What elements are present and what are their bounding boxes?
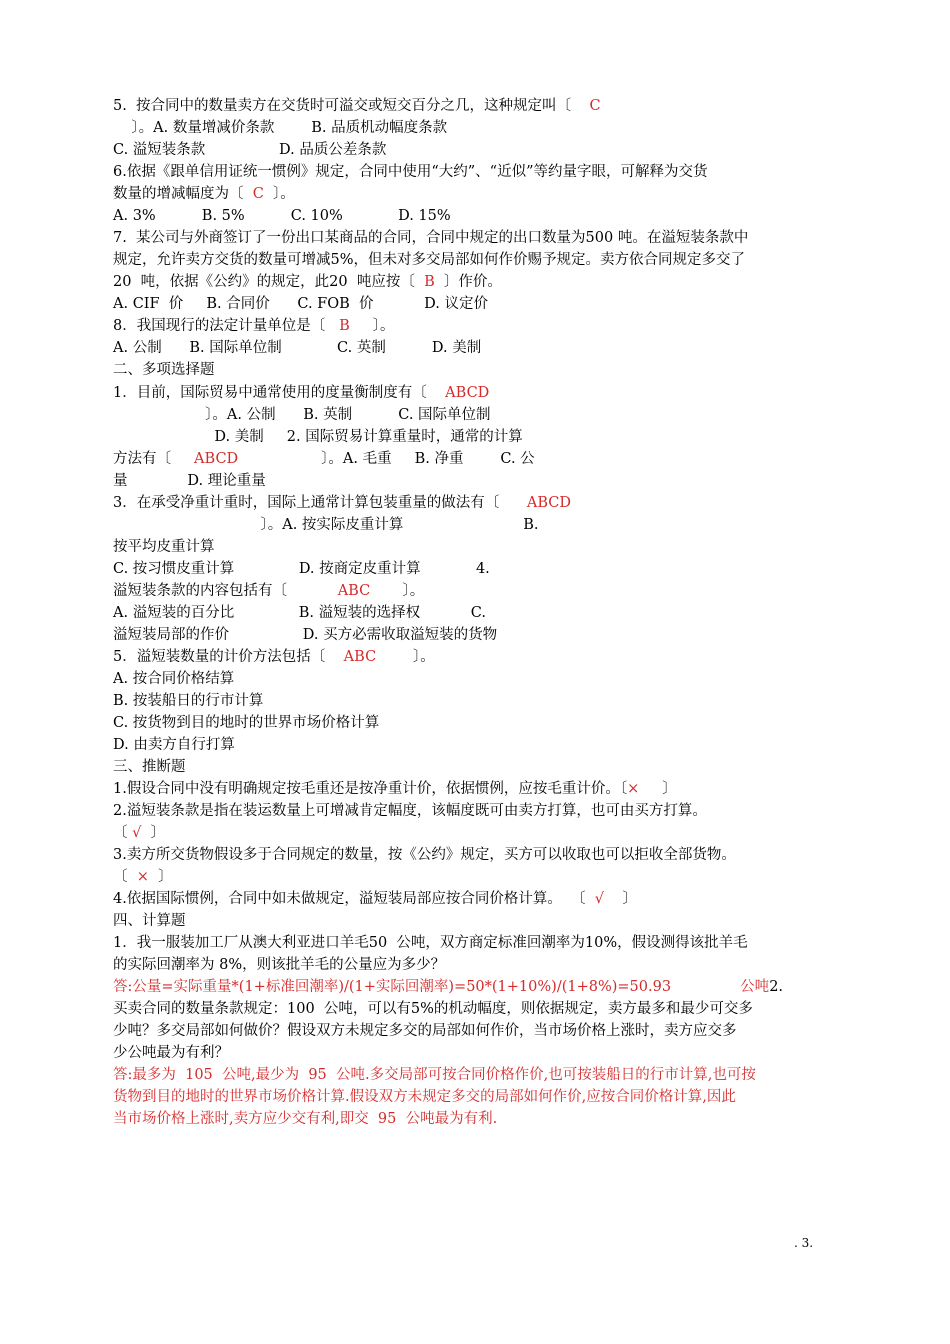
text-line: [113, 184, 295, 204]
question-text: C. 按习惯皮重计算 D. 按商定皮重计算 4.: [113, 561, 490, 577]
question-text: 〕。A. 数量增减价条款 B. 品质机动幅度条款: [113, 120, 448, 136]
question-text: 〕。: [263, 186, 295, 202]
question-text: 〔: [113, 869, 137, 885]
question-text: 5．溢短装数量的计价方法包括〔: [113, 649, 344, 665]
answer-text: B: [339, 318, 350, 334]
question-text: B. 按装船日的行市计算: [113, 693, 264, 709]
answer-text: ABC: [337, 583, 371, 599]
question-text: 〕。A. 公制 B. 英制 C. 国际单位制: [113, 407, 491, 423]
question-text: 2.溢短装条款是指在装运数量上可增减肯定幅度，该幅度既可由卖方打算，也可由买方打算。: [113, 803, 707, 819]
text-line: [113, 779, 677, 799]
text-line: [113, 1109, 497, 1129]
answer-text: 答:公量=实际重量*(1+标准回潮率)/(1+实际回潮率)=50*(1+10%)/(1+8%)=50.93 公吨: [113, 979, 770, 995]
answer-text: 答:最多为 105 公吨,最少为 95 公吨.多交局部可按合同价格作价,也可按装船日的行市计算,也可按: [113, 1067, 756, 1083]
text-line: [113, 977, 783, 997]
question-text: A. CIF 价 B. 合同价 C. FOB 价 D. 议定价: [113, 296, 489, 312]
question-text: 〕: [604, 891, 637, 907]
question-text: 数量的增减幅度为〔: [113, 186, 253, 202]
question-text: 〕作价。: [434, 274, 502, 290]
question-text: 〔: [113, 825, 133, 841]
question-text: D. 由卖方自行打算: [113, 737, 235, 753]
question-text: 〕。: [370, 583, 425, 599]
text-line: [113, 757, 186, 777]
text-line: [113, 493, 571, 513]
text-line: [113, 801, 707, 821]
question-text: 少公吨最为有利？: [113, 1045, 229, 1061]
answer-text: ×: [627, 781, 640, 797]
question-text: 3.卖方所交货物假设多于合同规定的数量，按《公约》规定，买方可以收取也可以拒收全部货物。: [113, 847, 736, 863]
question-text: 规定，允许卖方交货的数量可增减5%，但未对多交局部如何作价赐予规定。卖方依合同规定多交了: [113, 252, 745, 268]
question-text: 四、计算题: [113, 913, 186, 929]
question-text: 6.依据《跟单信用证统一惯例》规定，合同中使用“大约”、“近似”等约量字眼，可解释为交货: [113, 164, 708, 180]
question-text: 〕。A. 毛重 B. 净重 C. 公: [238, 451, 535, 467]
text-line: [113, 140, 386, 160]
text-line: [113, 1087, 736, 1107]
question-text: 〕: [639, 781, 677, 797]
text-line: [113, 118, 447, 138]
question-text: 8．我国现行的法定计量单位是〔: [113, 318, 340, 334]
text-line: [113, 272, 502, 292]
question-text: A. 溢短装的百分比 B. 溢短装的选择权 C.: [113, 605, 486, 621]
text-line: [113, 867, 173, 887]
question-text: 溢短装条款的内容包括有〔: [113, 583, 338, 599]
question-text: 5. 按合同中的数量卖方在交货时可溢交或短交百分之几，这种规定叫〔: [113, 98, 590, 114]
question-text: A. 按合同价格结算: [113, 671, 235, 687]
text-line: [113, 603, 486, 623]
question-text: A. 公制 B. 国际单位制 C. 英制 D. 美制: [113, 340, 482, 356]
text-line: [113, 316, 395, 336]
text-line: [113, 691, 263, 711]
text-line: [113, 735, 235, 755]
question-text: 1．目前，国际贸易中通常使用的度量衡制度有〔: [113, 385, 446, 401]
answer-text: √: [594, 891, 605, 907]
question-text: 〕。: [349, 318, 395, 334]
answer-text: ABCD: [526, 495, 572, 511]
text-line: [113, 250, 745, 270]
text-line: [113, 955, 445, 975]
text-line: [113, 162, 707, 182]
answer-text: √: [132, 825, 142, 841]
text-line: [113, 581, 424, 601]
answer-text: B: [424, 274, 435, 290]
text-line: [113, 669, 234, 689]
text-line: [113, 911, 186, 931]
text-line: [113, 427, 523, 447]
text-line: [113, 889, 637, 909]
question-text: 溢短装局部的作价 D. 买方必需收取溢短装的货物: [113, 627, 498, 643]
answer-text: 当市场价格上涨时,卖方应少交有利,即交 95 公吨最为有利.: [113, 1111, 498, 1127]
question-text: C. 按货物到目的地时的世界市场价格计算: [113, 715, 380, 731]
question-text: 〕。A. 按实际皮重计算 B.: [113, 517, 539, 533]
text-line: [113, 1043, 229, 1063]
answer-text: ×: [136, 869, 149, 885]
question-text: D. 美制 2. 国际贸易计算重量时，通常的计算: [113, 429, 523, 445]
text-line: [113, 713, 379, 733]
answer-text: ABCD: [445, 385, 490, 401]
answer-text: C: [589, 98, 601, 114]
text-line: [113, 360, 215, 380]
text-line: [113, 933, 748, 953]
question-text: 按平均皮重计算: [113, 539, 215, 555]
text-line: [113, 405, 491, 425]
question-text: 3．在承受净重计重时，国际上通常计算包装重量的做法有〔: [113, 495, 527, 511]
page-number: . 3.: [794, 1236, 814, 1250]
question-text: 1.假设合同中没有明确规定按毛重还是按净重计价，依据惯例，应按毛重计价。〔: [113, 781, 628, 797]
question-text: 〕: [148, 869, 173, 885]
text-line: [113, 647, 435, 667]
text-line: [113, 537, 215, 557]
question-text: 7. 某公司与外商签订了一份出口某商品的合同，合同中规定的出口数量为500 吨。在溢短装条款中: [113, 230, 749, 246]
answer-text: ABCD: [194, 451, 239, 467]
text-line: [113, 999, 753, 1019]
text-line: [113, 559, 490, 579]
question-text: 20 吨，依据《公约》的规定，此20 吨应按〔: [113, 274, 425, 290]
question-text: 的实际回潮率为 8%，则该批羊毛的公量应为多少？: [113, 957, 446, 973]
question-text: 二、多项选择题: [113, 362, 215, 378]
text-line: [113, 515, 539, 535]
text-line: [113, 96, 601, 116]
question-text: A. 3% B. 5% C. 10% D. 15%: [113, 208, 451, 224]
question-text: 1．我一服装加工厂从澳大利亚进口羊毛50 公吨，双方商定标准回潮率为10%，假设测得该批羊毛: [113, 935, 748, 951]
question-text: 4.依据国际惯例，合同中如未做规定，溢短装局部应按合同价格计算。 〔: [113, 891, 595, 907]
answer-text: ABC: [343, 649, 377, 665]
text-line: [113, 228, 748, 248]
text-line: [113, 1065, 756, 1085]
question-text: 三、推断题: [113, 759, 186, 775]
text-line: [113, 625, 497, 645]
question-text: 买卖合同的数量条款规定：100 公吨，可以有5%的机动幅度，则依据规定，卖方最多和最少可交多: [113, 1001, 753, 1017]
text-line: [113, 845, 736, 865]
question-text: 方法有〔: [113, 451, 195, 467]
question-text: 量 D. 理论重量: [113, 473, 266, 489]
question-text: 少吨？多交局部如何做价？假设双方未规定多交的局部如何作价，当市场价格上涨时，卖方应交多: [113, 1023, 737, 1039]
text-line: [113, 471, 266, 491]
text-line: [113, 383, 489, 403]
question-text: C. 溢短装条款 D. 品质公差条款: [113, 142, 387, 158]
text-line: [113, 206, 451, 226]
text-line: [113, 823, 165, 843]
text-line: [113, 338, 481, 358]
question-text: 〕。: [376, 649, 435, 665]
question-text: 〕: [141, 825, 166, 841]
question-text: 2.: [769, 979, 784, 995]
answer-text: 货物到目的地时的世界市场价格计算.假设双方未规定多交的局部如何作价,应按合同价格计算,因此: [113, 1089, 736, 1105]
text-line: [113, 1021, 737, 1041]
text-line: [113, 294, 488, 314]
text-line: [113, 449, 535, 469]
answer-text: C: [252, 186, 264, 202]
